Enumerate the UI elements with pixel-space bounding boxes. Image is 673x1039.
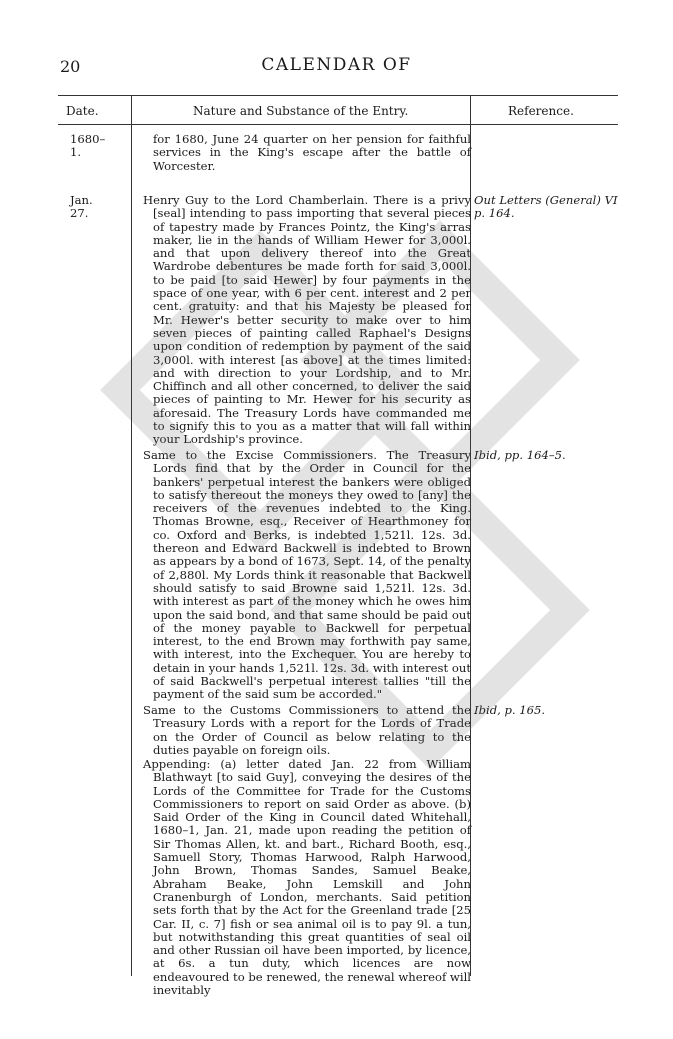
running-title: CALENDAR OF (261, 55, 412, 75)
column-headers (0, 96, 673, 126)
column-header-nature: Nature and Substance of the Entry. (193, 104, 409, 118)
rule-header-bottom (58, 124, 618, 125)
entry-2-date: Jan. 27. (70, 193, 93, 221)
entry-2-reference: Out Letters (General) VI p. 164. (474, 193, 618, 221)
column-header-reference: Reference. (508, 104, 574, 118)
entry-4-reference: Ibid, p. 165. (474, 703, 546, 717)
page-number: 20 (60, 57, 81, 76)
column-divider-left (131, 96, 132, 976)
entry-1-text: for 1680, June 24 quarter on her pension for faithful services in the King's escape after the battle of Worcester. (153, 132, 471, 173)
entry-2-text: Henry Guy to the Lord Chamberlain. There is a privy [seal] intending to pass importing that several pieces of tapestry made by Frances Pointz, the King's arras maker, lie in the hands of William Hewer for 3,000l. and that upon delivery thereof into the Great Wardrobe debentures be made forth for said 3,000l. to be paid [to said Hewer] by four payments in the space of one year, with 6 per cent. interest and 2 per cent. gratuity: and that his Majesty be pleased for Mr. Hewer's better security to make over to him seven pieces of painting called Raphael's Designs upon condition of redemption by payment of the said 3,000l. with interest [as above] at the times limited: and with direction to your Lordship, and to Mr. Chiffinch and all other concerned, to deliver the said pieces of painting to Mr. Hewer for his security as aforesaid. The Treasury Lords have commanded me to signify this to you as a matter that will fall within your Lordship's province. (143, 193, 471, 447)
column-header-date: Date. (66, 104, 99, 118)
entry-3-text: Same to the Excise Commissioners. The Treasury Lords find that by the Order in Council for the bankers' perpetual interest the bankers were obliged to satisfy thereout the moneys they owed to [any] the receivers of the revenues indebted to the King. Thomas Browne, esq., Receiver of Hearthmoney for co. Oxford and Berks, is indebted 1,521l. 12s. 3d. thereon and Edward Backwell is indebted to Brown as appears by a bond of 1673, Sept. 14, of the penalty of 2,880l. My Lords think it reasonable that Backwell should satisfy to said Browne said 1,521l. 12s. 3d. with interest as part of the money which he owes him upon the said bond, and that same should be paid out of the money payable to Backwell for perpetual interest, to the end Brown may forthwith pay same, with interest, into the Exchequer. You are hereby to detain in your hands 1,521l. 12s. 3d. with interest out of said Backwell's perpetual interest tallies "till the payment of the said sum be accorded." (143, 448, 471, 702)
entry-5-text: Appending: (a) letter dated Jan. 22 from William Blathwayt [to said Guy], conveying the desires of the Lords of the Committee for Trade for the Customs Commissioners to report on said Order as above. (b) Said Order of the King in Council dated Whitehall, 1680–1, Jan. 21, made upon reading the petition of Sir Thomas Allen, kt. and bart., Richard Booth, esq., Samuell Story, Thomas Harwood, Ralph Harwood, John Brown, Thomas Sandes, Samuel Beake, Abraham Beake, John Lemskill and John Cranenburgh of London, merchants. Said petition sets forth that by the Act for the Greenland trade [25 Car. II, c. 7] fish or sea animal oil is to pay 9l. a tun, but notwithstanding this great quantities of seal oil and other Russian oil have been imported, by licence, at 6s. a tun duty, which licences are now endeavoured to be renewed, the renewal whereof will inevitably (143, 757, 471, 998)
entry-3-reference: Ibid, pp. 164–5. (474, 448, 566, 462)
entry-4-text: Same to the Customs Commissioners to attend the Treasury Lords with a report for the Lords of Trade on the Order of Council as below relating to the duties payable on foreign oils. (143, 703, 471, 757)
entry-1-date: 1680–1. (70, 132, 106, 160)
